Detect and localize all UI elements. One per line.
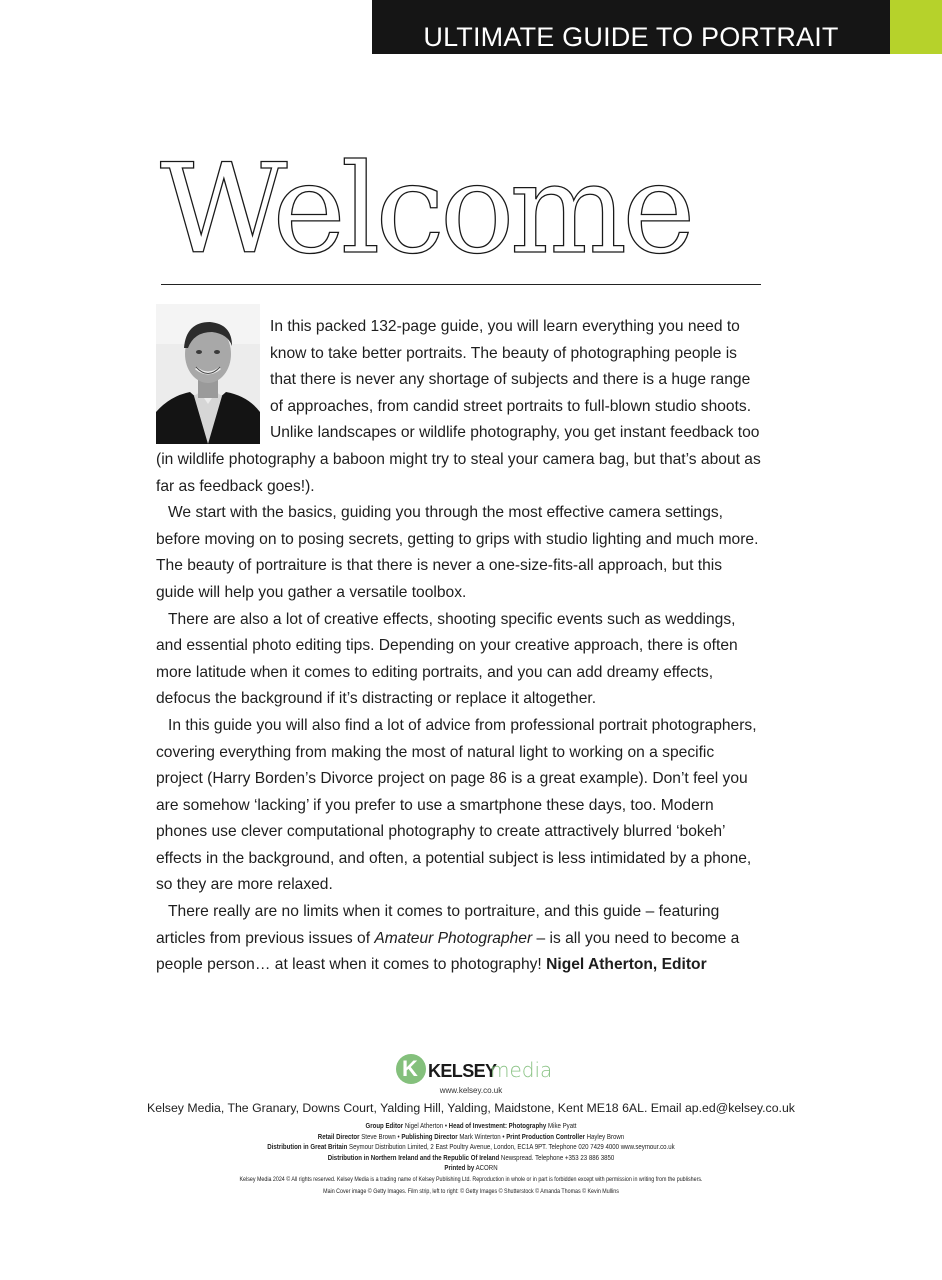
credits-line — [66, 1163, 876, 1174]
guide-title-banner: ULTIMATE GUIDE TO PORTRAIT PHOTOGRAPHY — [372, 0, 890, 54]
credit-label: Printed by — [444, 1164, 475, 1172]
paragraph-text: – is all you need to become a people person… at least when it comes to photography! — [156, 929, 740, 974]
credit-label: Head of Investment: Photography — [448, 1122, 547, 1130]
credit-value: Nigel Atherton — [404, 1122, 444, 1130]
paragraph-text: In this packed 132-page guide, you will learn everything you need to know to take better portraits. The beauty of photographing people is that there is never any shortage of subjects and there is a huge range of approaches, from candid street portraits to full-blown studio shoots. Unlike landscapes or wildlife photography, you get instant feedback too (in wildlife photography a baboon might try to steal your camera bag, but that’s about as far as feedback goes!). — [156, 318, 761, 495]
logo-letter: K — [402, 1056, 418, 1081]
header-accent-block — [890, 0, 942, 54]
credit-label: Distribution in Great Britain — [267, 1143, 348, 1151]
credit-value: ACORN — [475, 1164, 498, 1172]
credits-line: Retail Director Steve Brown • Publishing Director Mark Winterton • Print Production Controller Hayley Brown — [317, 1132, 625, 1141]
credits-line: Group Editor Nigel Atherton • Head of Investment: Photography Mike Pyatt — [365, 1122, 577, 1130]
credit-value: Mike Pyatt — [548, 1122, 577, 1130]
publisher-url: www.kelsey.co.uk — [439, 1086, 503, 1095]
credits-line — [66, 1153, 876, 1164]
credit-value: Hayley Brown — [586, 1132, 625, 1141]
credit-value: Steve Brown — [361, 1132, 396, 1141]
credit-label: Print Production Controller — [506, 1132, 585, 1141]
headline-divider — [161, 284, 761, 285]
credit-value: Newspread. Telephone +353 23 886 3850 — [500, 1153, 615, 1162]
welcome-article-body — [156, 314, 764, 979]
logo-wordmark-media: media — [490, 1058, 553, 1082]
credit-value: Seymour Distribution Limited, 2 East Poultry Avenue, London, EC1A 9PT. Telephone 020 7429 4000 www.seymour.co.uk — [349, 1143, 675, 1151]
kelsey-media-logo — [396, 1054, 553, 1086]
logo-wordmark-kelsey: KELSEY — [428, 1061, 497, 1081]
page-headline: Welcome — [160, 138, 691, 282]
article-paragraph: There are also a lot of creative effects, shooting specific events such as weddings, and essential photo editing tips. Depending on your creative approach, there is often more latitude when it comes to editing portraits, and you can add dreamy effects, defocus the background if it’s distracting or replace it altogether. — [156, 610, 738, 708]
article-paragraph-final — [156, 899, 764, 979]
paragraph-text: There really are no limits when it comes to portraiture, and this guide – featuring articles from previous issues of — [156, 903, 720, 947]
image-credits: Main Cover image © Getty Images. Film strip, left to right: © Getty Images © Shutterstock © Amanda Thomas © Kevin Mullins — [323, 1188, 619, 1195]
editor-signature: Nigel Atherton, Editor — [546, 956, 707, 974]
article-paragraph — [156, 314, 764, 500]
rights-notice: Kelsey Media 2024 © All rights reserved. Kelsey Media is a trading name of Kelsey Publishing Ltd. Reproduction in whole or in part is forbidden except with permission in writing from the publishers. — [239, 1175, 703, 1183]
credit-label: Retail Director — [317, 1132, 360, 1141]
credit-label: Group Editor — [365, 1122, 404, 1130]
magazine-title: Amateur Photographer — [374, 929, 533, 947]
credit-label: Publishing Director — [401, 1132, 458, 1141]
credits-line — [66, 1142, 876, 1153]
publication-credits — [0, 1121, 942, 1199]
credit-value: Mark Winterton — [459, 1132, 501, 1141]
publisher-address: Kelsey Media, The Granary, Downs Court, Yalding Hill, Yalding, Maidstone, Kent ME18 6AL. Email ap.ed@kelsey.co.uk — [147, 1101, 795, 1115]
credit-label: Distribution in Northern Ireland and the Republic Of Ireland — [327, 1153, 500, 1162]
article-paragraph: We start with the basics, guiding you through the most effective camera settings, before moving on to posing secrets, getting to grips with studio lighting and much more. The beauty of portraiture is that there is never a one-size-fits-all approach, but this guide will help you gather a versatile toolbox. — [156, 504, 759, 601]
article-paragraph: In this guide you will also find a lot of advice from professional portrait photographers, covering everything from making the most of natural light to working on a specific project (Harry Borden’s Divorce project on page 86 is a great example). Don’t feel you are somehow ‘lacking’ if you prefer to use a smartphone these days, too. Modern phones use clever computational photography to create attractively blurred ‘bokeh’ effects in the background, and often, a potential subject is less intimidated by a phone, so they are more relaxed. — [156, 716, 757, 894]
portrait-wrap-spacer — [156, 314, 270, 446]
